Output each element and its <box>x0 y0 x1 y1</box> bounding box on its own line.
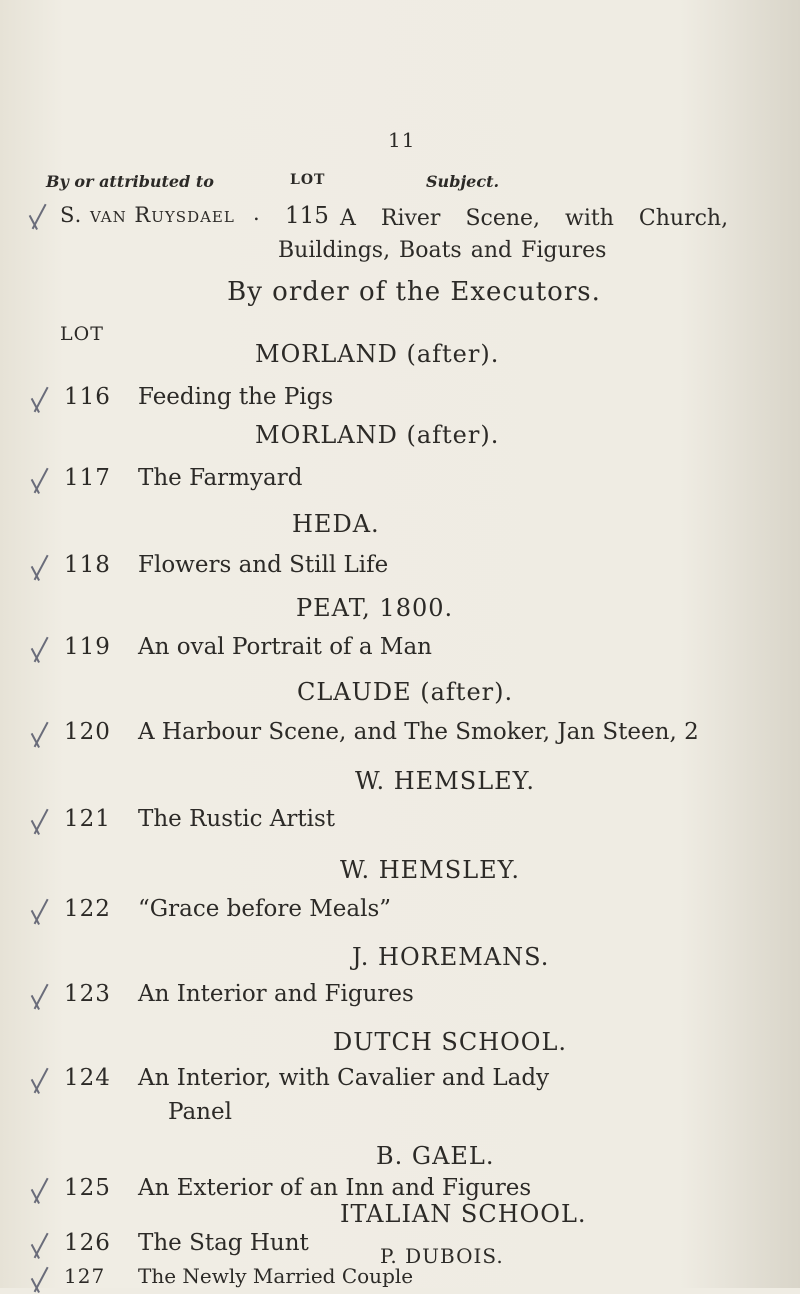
header-lot: LOT <box>290 172 326 188</box>
check-mark-icon <box>30 388 58 414</box>
entry-title: An Interior and Figures <box>138 981 414 1007</box>
entry-lot-number: 119 <box>64 634 111 660</box>
entry-title: An oval Portrait of a Man <box>138 634 432 660</box>
entry-lot-number: 121 <box>64 806 111 832</box>
entry-artist: W. HEMSLEY. <box>355 767 536 795</box>
entry-lot-number: 117 <box>64 465 111 491</box>
entry-artist: S. van Ruysdael <box>60 203 235 227</box>
entry-title-continued: Panel <box>168 1099 232 1125</box>
entry-artist: HEDA. <box>292 510 380 538</box>
entry-artist: B. GAEL. <box>376 1142 495 1170</box>
check-mark-icon <box>30 1234 58 1260</box>
check-mark-icon <box>30 900 58 926</box>
entry-lot-number: 125 <box>64 1175 111 1201</box>
entry-artist: W. HEMSLEY. <box>340 856 521 884</box>
entry-title: The Stag Hunt <box>138 1230 309 1256</box>
entry-lot-number: 124 <box>64 1065 111 1091</box>
entry-lot-number: 123 <box>64 981 111 1007</box>
header-attributed: By or attributed to <box>46 172 214 191</box>
section-title: By order of the Executors. <box>227 277 601 307</box>
header-subject: Subject. <box>426 172 500 191</box>
check-mark-icon <box>30 723 58 749</box>
entry-lot-number: 122 <box>64 896 111 922</box>
check-mark-icon <box>30 1069 58 1095</box>
entry-artist: ITALIAN SCHOOL. <box>340 1200 587 1228</box>
check-mark-icon <box>30 556 58 582</box>
check-mark-icon <box>30 1179 58 1205</box>
entry-lot-number: 120 <box>64 719 111 745</box>
check-mark-icon <box>30 638 58 664</box>
entry-lot-number: 127 <box>64 1264 106 1288</box>
entry-artist: DUTCH SCHOOL. <box>333 1028 568 1056</box>
entry-title: An Exterior of an Inn and Figures <box>138 1175 532 1201</box>
check-mark-icon <box>28 205 56 231</box>
entry-lot-number: 116 <box>64 384 111 410</box>
entry-title: The Rustic Artist <box>138 806 336 832</box>
entry-artist: MORLAND (after). <box>255 340 500 368</box>
entry-artist: MORLAND (after). <box>255 421 500 449</box>
entry-artist: PEAT, 1800. <box>296 594 454 622</box>
check-mark-icon <box>30 985 58 1011</box>
entry-title-line-2: Buildings, Boats and Figures <box>278 238 607 263</box>
entry-title: A Harbour Scene, and The Smoker, Jan Steen, 2 <box>138 719 699 745</box>
entry-artist: J. HOREMANS. <box>352 943 550 971</box>
entry-lot-number: 115 <box>285 203 329 229</box>
entry-lot-number: 118 <box>64 552 111 578</box>
entry-title: “Grace before Meals” <box>138 896 392 922</box>
check-mark-icon <box>30 469 58 495</box>
page-number: 11 <box>388 128 416 152</box>
entry-title: Flowers and Still Life <box>138 552 389 578</box>
check-mark-icon <box>30 1268 58 1294</box>
entry-title: An Interior, with Cavalier and Lady <box>138 1065 550 1091</box>
entry-separator: . <box>253 201 260 225</box>
entry-artist: P. DUBOIS. <box>380 1244 504 1268</box>
entry-title: Feeding the Pigs <box>138 384 334 410</box>
entry-title: The Newly Married Couple <box>138 1264 414 1288</box>
entry-artist: CLAUDE (after). <box>297 678 514 706</box>
check-mark-icon <box>30 810 58 836</box>
lot-column-heading: LOT <box>60 323 104 345</box>
entry-lot-number: 126 <box>64 1230 111 1256</box>
entry-title: The Farmyard <box>138 465 303 491</box>
entry-title-line-1: A River Scene, with Church, <box>340 206 729 231</box>
